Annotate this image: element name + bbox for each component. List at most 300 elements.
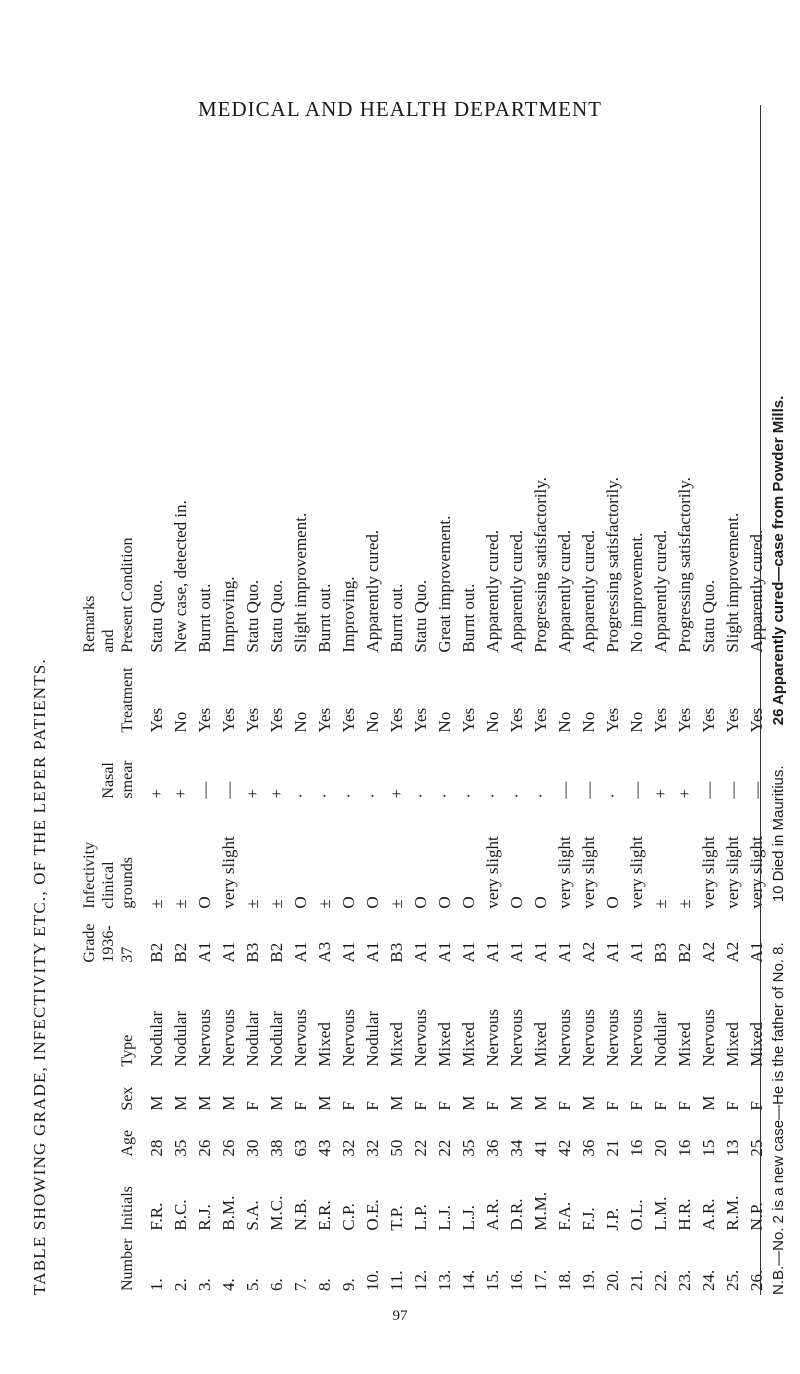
table-row [529,399,553,1295]
cell-remarks: Statu Quo. [147,579,166,653]
table-row [601,399,625,1295]
table-row [313,399,337,1295]
cell-age: 32 [363,1139,382,1157]
cell-type: Nervous [579,1008,598,1067]
cell-age: 34 [507,1139,526,1157]
cell-type: Nodular [243,1010,262,1067]
cell-infectivity: very slight [555,836,574,909]
cell-initials: T.P. [387,1205,406,1231]
table-row [409,399,433,1295]
cell-nasal-smear: · [507,792,526,799]
table-row [721,399,745,1295]
cell-initials: O.L. [627,1199,646,1231]
cell-initials: D.R. [507,1198,526,1231]
cell-grade: A1 [435,941,454,963]
col-infectivity-line2: clinical [100,861,117,909]
cell-grade: A1 [531,941,550,963]
cell-grade: A2 [699,941,718,963]
cell-grade: B2 [267,942,286,963]
cell-initials: N.B. [291,1198,310,1231]
cell-treatment: Yes [651,707,670,733]
cell-treatment: No [435,711,454,733]
cell-nasal-smear: + [267,788,286,799]
page-number: 97 [392,1308,408,1324]
col-grade [80,913,145,967]
cell-nasal-smear: · [435,792,454,799]
cell-infectivity: very slight [747,836,766,909]
cell-sex: F [483,1101,502,1111]
cell-age: 38 [267,1139,286,1157]
cell-treatment: Yes [747,707,766,733]
col-treatment: Treatment [119,667,136,733]
cell-type: Mixed [435,1022,454,1067]
cell-age: 35 [171,1139,190,1157]
col-grade-line2: 1936-37 [100,925,136,963]
cell-treatment: Yes [267,707,286,733]
cell-treatment: No [483,711,502,733]
cell-sex: M [219,1095,238,1111]
cell-grade: B2 [171,942,190,963]
cell-treatment: Yes [243,707,262,733]
cell-remarks: Burnt out. [195,583,214,653]
cell-grade: A3 [315,941,334,963]
footnote-note-2: 10 Died in Mauritius. [770,765,787,903]
cell-treatment: Yes [411,707,430,733]
cell-initials: H.R. [675,1198,694,1231]
cell-initials: A.R. [483,1198,502,1231]
cell-grade: A1 [195,941,214,963]
cell-remarks: Great improvement. [435,515,454,653]
cell-age: 26 [195,1139,214,1157]
cell-remarks: Statu Quo. [267,579,286,653]
cell-remarks: Apparently cured. [507,529,526,653]
cell-treatment: Yes [147,707,166,733]
cell-sex: M [387,1095,406,1111]
table-row [145,399,169,1295]
cell-initials: L.P. [411,1204,430,1231]
cell-number: 26. [747,1269,766,1291]
cell-initials: R.M. [723,1195,742,1231]
cell-type: Nervous [195,1008,214,1067]
cell-infectivity: ± [171,899,190,909]
cell-remarks: Apparently cured. [651,529,670,653]
table-row [505,399,529,1295]
cell-infectivity: ± [147,899,166,909]
col-remarks-line1: Remarks [81,595,98,653]
table-row [385,399,409,1295]
footnote-rule [760,105,761,1295]
cell-infectivity: ± [315,899,334,909]
cell-treatment: Yes [699,707,718,733]
cell-number: 7. [291,1278,310,1291]
table-row [433,399,457,1295]
footnote-note-3: 26 Apparently cured—case from Powder Mills. [770,395,787,726]
cell-remarks: Apparently cured. [363,529,382,653]
cell-initials: L.J. [459,1205,478,1231]
cell-treatment: Yes [387,707,406,733]
cell-grade: A1 [747,941,766,963]
cell-type: Mixed [723,1022,742,1067]
cell-age: 21 [603,1139,622,1157]
cell-type: Nervous [699,1008,718,1067]
cell-nasal-smear: · [363,792,382,799]
cell-age: 63 [291,1139,310,1157]
cell-number: 2. [171,1278,190,1291]
cell-remarks: Apparently cured. [579,529,598,653]
cell-initials: L.J. [435,1205,454,1231]
cell-treatment: Yes [339,707,358,733]
cell-infectivity: O [603,896,622,909]
cell-initials: E.R. [315,1200,334,1231]
cell-treatment: Yes [675,707,694,733]
col-type: Type [119,1034,136,1067]
cell-number: 8. [315,1278,334,1291]
cell-initials: L.M. [651,1196,670,1231]
cell-number: 15. [483,1269,502,1291]
cell-remarks: Apparently cured. [483,529,502,653]
cell-type: Nodular [267,1010,286,1067]
cell-number: 25. [723,1269,742,1291]
col-remarks [80,399,145,657]
cell-type: Mixed [387,1022,406,1067]
col-remarks-line2: and [100,629,117,653]
cell-age: 41 [531,1139,550,1157]
cell-nasal-smear: + [387,788,406,799]
cell-type: Nervous [603,1008,622,1067]
cell-age: 15 [699,1139,718,1157]
cell-initials: F.A. [555,1201,574,1231]
cell-initials: M.M. [531,1191,550,1231]
cell-grade: A1 [291,941,310,963]
col-infectivity-line3: grounds [119,857,136,909]
cell-infectivity: O [435,896,454,909]
cell-grade: B3 [651,942,670,963]
cell-remarks: Slight improvement. [291,512,310,653]
cell-grade: A1 [411,941,430,963]
cell-grade: B3 [243,942,262,963]
cell-initials: M.C. [267,1195,286,1231]
cell-number: 19. [579,1269,598,1291]
table-row [337,399,361,1295]
col-infectivity-line1: Infectivity [81,841,98,909]
cell-grade: A1 [339,941,358,963]
cell-infectivity: O [195,896,214,909]
cell-grade: B2 [675,942,694,963]
cell-remarks: Burnt out. [459,583,478,653]
cell-type: Nodular [171,1010,190,1067]
cell-sex: M [579,1095,598,1111]
cell-type: Nervous [339,1008,358,1067]
cell-age: 16 [627,1139,646,1157]
cell-sex: F [627,1101,646,1111]
cell-type: Mixed [675,1022,694,1067]
cell-initials: N.P. [747,1202,766,1231]
cell-grade: A2 [579,941,598,963]
rotated-table-block [0,105,800,1295]
cell-number: 9. [339,1278,358,1291]
cell-remarks: Improving. [219,576,238,653]
cell-number: 17. [531,1269,550,1291]
cell-infectivity: O [507,896,526,909]
cell-nasal-smear: — [747,781,766,799]
cell-type: Nervous [411,1008,430,1067]
cell-infectivity: O [339,896,358,909]
cell-treatment: Yes [603,707,622,733]
cell-initials: F.R. [147,1202,166,1231]
footnote-note-1: N.B.—No. 2 is a new case—He is the father of No. 8. [770,942,787,1295]
cell-age: 36 [579,1139,598,1157]
cell-type: Nervous [555,1008,574,1067]
cell-remarks: Burnt out. [315,583,334,653]
cell-grade: A1 [555,941,574,963]
cell-nasal-smear: · [459,792,478,799]
col-initials: Initials [119,1186,136,1231]
cell-sex: M [699,1095,718,1111]
cell-sex: F [723,1101,742,1111]
cell-remarks: Progressing satisfactorily. [531,477,550,653]
cell-treatment: No [555,711,574,733]
cell-remarks: No improvement. [627,532,646,653]
cell-number: 11. [387,1270,406,1291]
cell-remarks: Progressing satisfactorily. [603,477,622,653]
cell-grade: B3 [387,942,406,963]
table-title: TABLE SHOWING GRADE, INFECTIVITY ETC., OF THE LEPER PATIENTS. [30,658,49,1295]
cell-sex: F [747,1101,766,1111]
cell-grade: A1 [507,941,526,963]
cell-initials: C.P. [339,1203,358,1231]
cell-age: 30 [243,1139,262,1157]
col-number: Number [119,1238,136,1291]
cell-infectivity: ± [675,899,694,909]
cell-grade: A1 [219,941,238,963]
cell-sex: F [651,1101,670,1111]
table-header-row [80,399,145,1295]
cell-type: Nervous [507,1008,526,1067]
cell-treatment: Yes [723,707,742,733]
cell-nasal-smear: · [411,792,430,799]
cell-initials: B.M. [219,1195,238,1231]
footnote [770,105,787,1295]
cell-remarks: Apparently cured. [555,529,574,653]
cell-number: 5. [243,1278,262,1291]
cell-nasal-smear: + [675,788,694,799]
cell-infectivity: O [459,896,478,909]
cell-type: Mixed [459,1022,478,1067]
cell-infectivity: ± [651,899,670,909]
table-row [169,399,193,1295]
cell-remarks: Apparently cured. [747,529,766,653]
cell-sex: F [339,1101,358,1111]
table-row [745,399,769,1295]
cell-treatment: No [291,711,310,733]
cell-grade: A1 [603,941,622,963]
cell-age: 20 [651,1139,670,1157]
cell-grade: A1 [459,941,478,963]
cell-remarks: Burnt out. [387,583,406,653]
cell-treatment: No [363,711,382,733]
cell-sex: M [531,1095,550,1111]
cell-age: 35 [459,1139,478,1157]
cell-initials: F.J. [579,1207,598,1231]
cell-type: Nodular [651,1010,670,1067]
cell-nasal-smear: + [171,788,190,799]
cell-number: 10. [363,1269,382,1291]
cell-number: 24. [699,1269,718,1291]
cell-type: Nodular [363,1010,382,1067]
cell-nasal-smear: · [291,792,310,799]
cell-nasal-smear: · [339,792,358,799]
cell-type: Nervous [627,1008,646,1067]
cell-nasal-smear: — [699,781,718,799]
cell-remarks: Statu Quo. [243,579,262,653]
cell-type: Nodular [147,1010,166,1067]
cell-age: 42 [555,1139,574,1157]
cell-nasal-smear: — [723,781,742,799]
cell-age: 22 [411,1139,430,1157]
cell-grade: A1 [627,941,646,963]
cell-infectivity: O [363,896,382,909]
table-row [553,399,577,1295]
col-remarks-line3: Present Condition [119,537,136,653]
cell-type: Nervous [483,1008,502,1067]
cell-nasal-smear: + [147,788,166,799]
col-smear-line1: Nasal [100,762,117,799]
cell-initials: O.E. [363,1199,382,1231]
cell-nasal-smear: — [195,781,214,799]
cell-infectivity: very slight [723,836,742,909]
cell-treatment: Yes [531,707,550,733]
cell-sex: M [507,1095,526,1111]
cell-nasal-smear: · [531,792,550,799]
cell-treatment: Yes [459,707,478,733]
cell-number: 21. [627,1269,646,1291]
cell-sex: F [411,1101,430,1111]
cell-infectivity: very slight [627,836,646,909]
cell-grade: A2 [723,941,742,963]
cell-nasal-smear: + [651,788,670,799]
cell-number: 22. [651,1269,670,1291]
cell-nasal-smear: · [315,792,334,799]
cell-number: 12. [411,1269,430,1291]
cell-sex: F [603,1101,622,1111]
cell-treatment: Yes [195,707,214,733]
cell-age: 22 [435,1139,454,1157]
cell-sex: F [555,1101,574,1111]
cell-number: 16. [507,1269,526,1291]
cell-age: 32 [339,1139,358,1157]
table-row [697,399,721,1295]
cell-number: 3. [195,1278,214,1291]
cell-infectivity: ± [243,899,262,909]
cell-sex: M [315,1095,334,1111]
cell-initials: J.P. [603,1207,622,1231]
cell-number: 4. [219,1278,238,1291]
cell-age: 28 [147,1139,166,1157]
cell-type: Mixed [747,1022,766,1067]
cell-number: 23. [675,1269,694,1291]
cell-age: 26 [219,1139,238,1157]
cell-treatment: No [627,711,646,733]
cell-number: 13. [435,1269,454,1291]
cell-infectivity: very slight [219,836,238,909]
cell-sex: F [363,1101,382,1111]
table-row [193,399,217,1295]
cell-initials: B.C. [171,1199,190,1231]
cell-infectivity: very slight [579,836,598,909]
table-row [481,399,505,1295]
col-nasal-smear [80,737,145,803]
cell-nasal-smear: + [243,788,262,799]
cell-treatment: Yes [315,707,334,733]
table-row [361,399,385,1295]
cell-treatment: Yes [507,707,526,733]
cell-treatment: No [171,711,190,733]
page-header: MEDICAL AND HEALTH DEPARTMENT [198,97,602,121]
cell-infectivity: ± [267,899,286,909]
cell-nasal-smear: — [627,781,646,799]
cell-remarks: Slight improvement. [723,512,742,653]
cell-infectivity: O [531,896,550,909]
col-infectivity [80,803,145,913]
cell-type: Mixed [315,1022,334,1067]
col-age: Age [119,1129,136,1157]
cell-age: 13 [723,1139,742,1157]
table-row [625,399,649,1295]
cell-infectivity: very slight [483,836,502,909]
cell-sex: M [195,1095,214,1111]
cell-sex: M [171,1095,190,1111]
table-row [265,399,289,1295]
cell-sex: M [267,1095,286,1111]
col-grade-line1: Grade [81,923,98,963]
cell-type: Nervous [291,1008,310,1067]
cell-grade: A1 [483,941,502,963]
table-row [577,399,601,1295]
table-row [649,399,673,1295]
cell-infectivity: O [291,896,310,909]
cell-sex: M [147,1095,166,1111]
cell-type: Mixed [531,1022,550,1067]
leper-patients-table [80,399,769,1295]
cell-number: 6. [267,1278,286,1291]
cell-infectivity: O [411,896,430,909]
cell-nasal-smear: · [483,792,502,799]
cell-age: 43 [315,1139,334,1157]
cell-age: 50 [387,1139,406,1157]
cell-initials: R.J. [195,1204,214,1231]
table-body [145,399,769,1295]
col-smear-line2: smear [119,760,136,799]
cell-initials: A.R. [699,1198,718,1231]
col-sex: Sex [119,1086,136,1111]
table-row [289,399,313,1295]
cell-sex: F [291,1101,310,1111]
cell-remarks: Improving. [339,576,358,653]
cell-remarks: New case, detected in. [171,500,190,653]
cell-infectivity: very slight [699,836,718,909]
cell-initials: S.A. [243,1200,262,1231]
cell-number: 14. [459,1269,478,1291]
cell-treatment: No [579,711,598,733]
cell-nasal-smear: — [579,781,598,799]
cell-infectivity: ± [387,899,406,909]
cell-remarks: Statu Quo. [699,579,718,653]
cell-grade: A1 [363,941,382,963]
cell-remarks: Statu Quo. [411,579,430,653]
cell-age: 36 [483,1139,502,1157]
cell-number: 20. [603,1269,622,1291]
table-row [217,399,241,1295]
